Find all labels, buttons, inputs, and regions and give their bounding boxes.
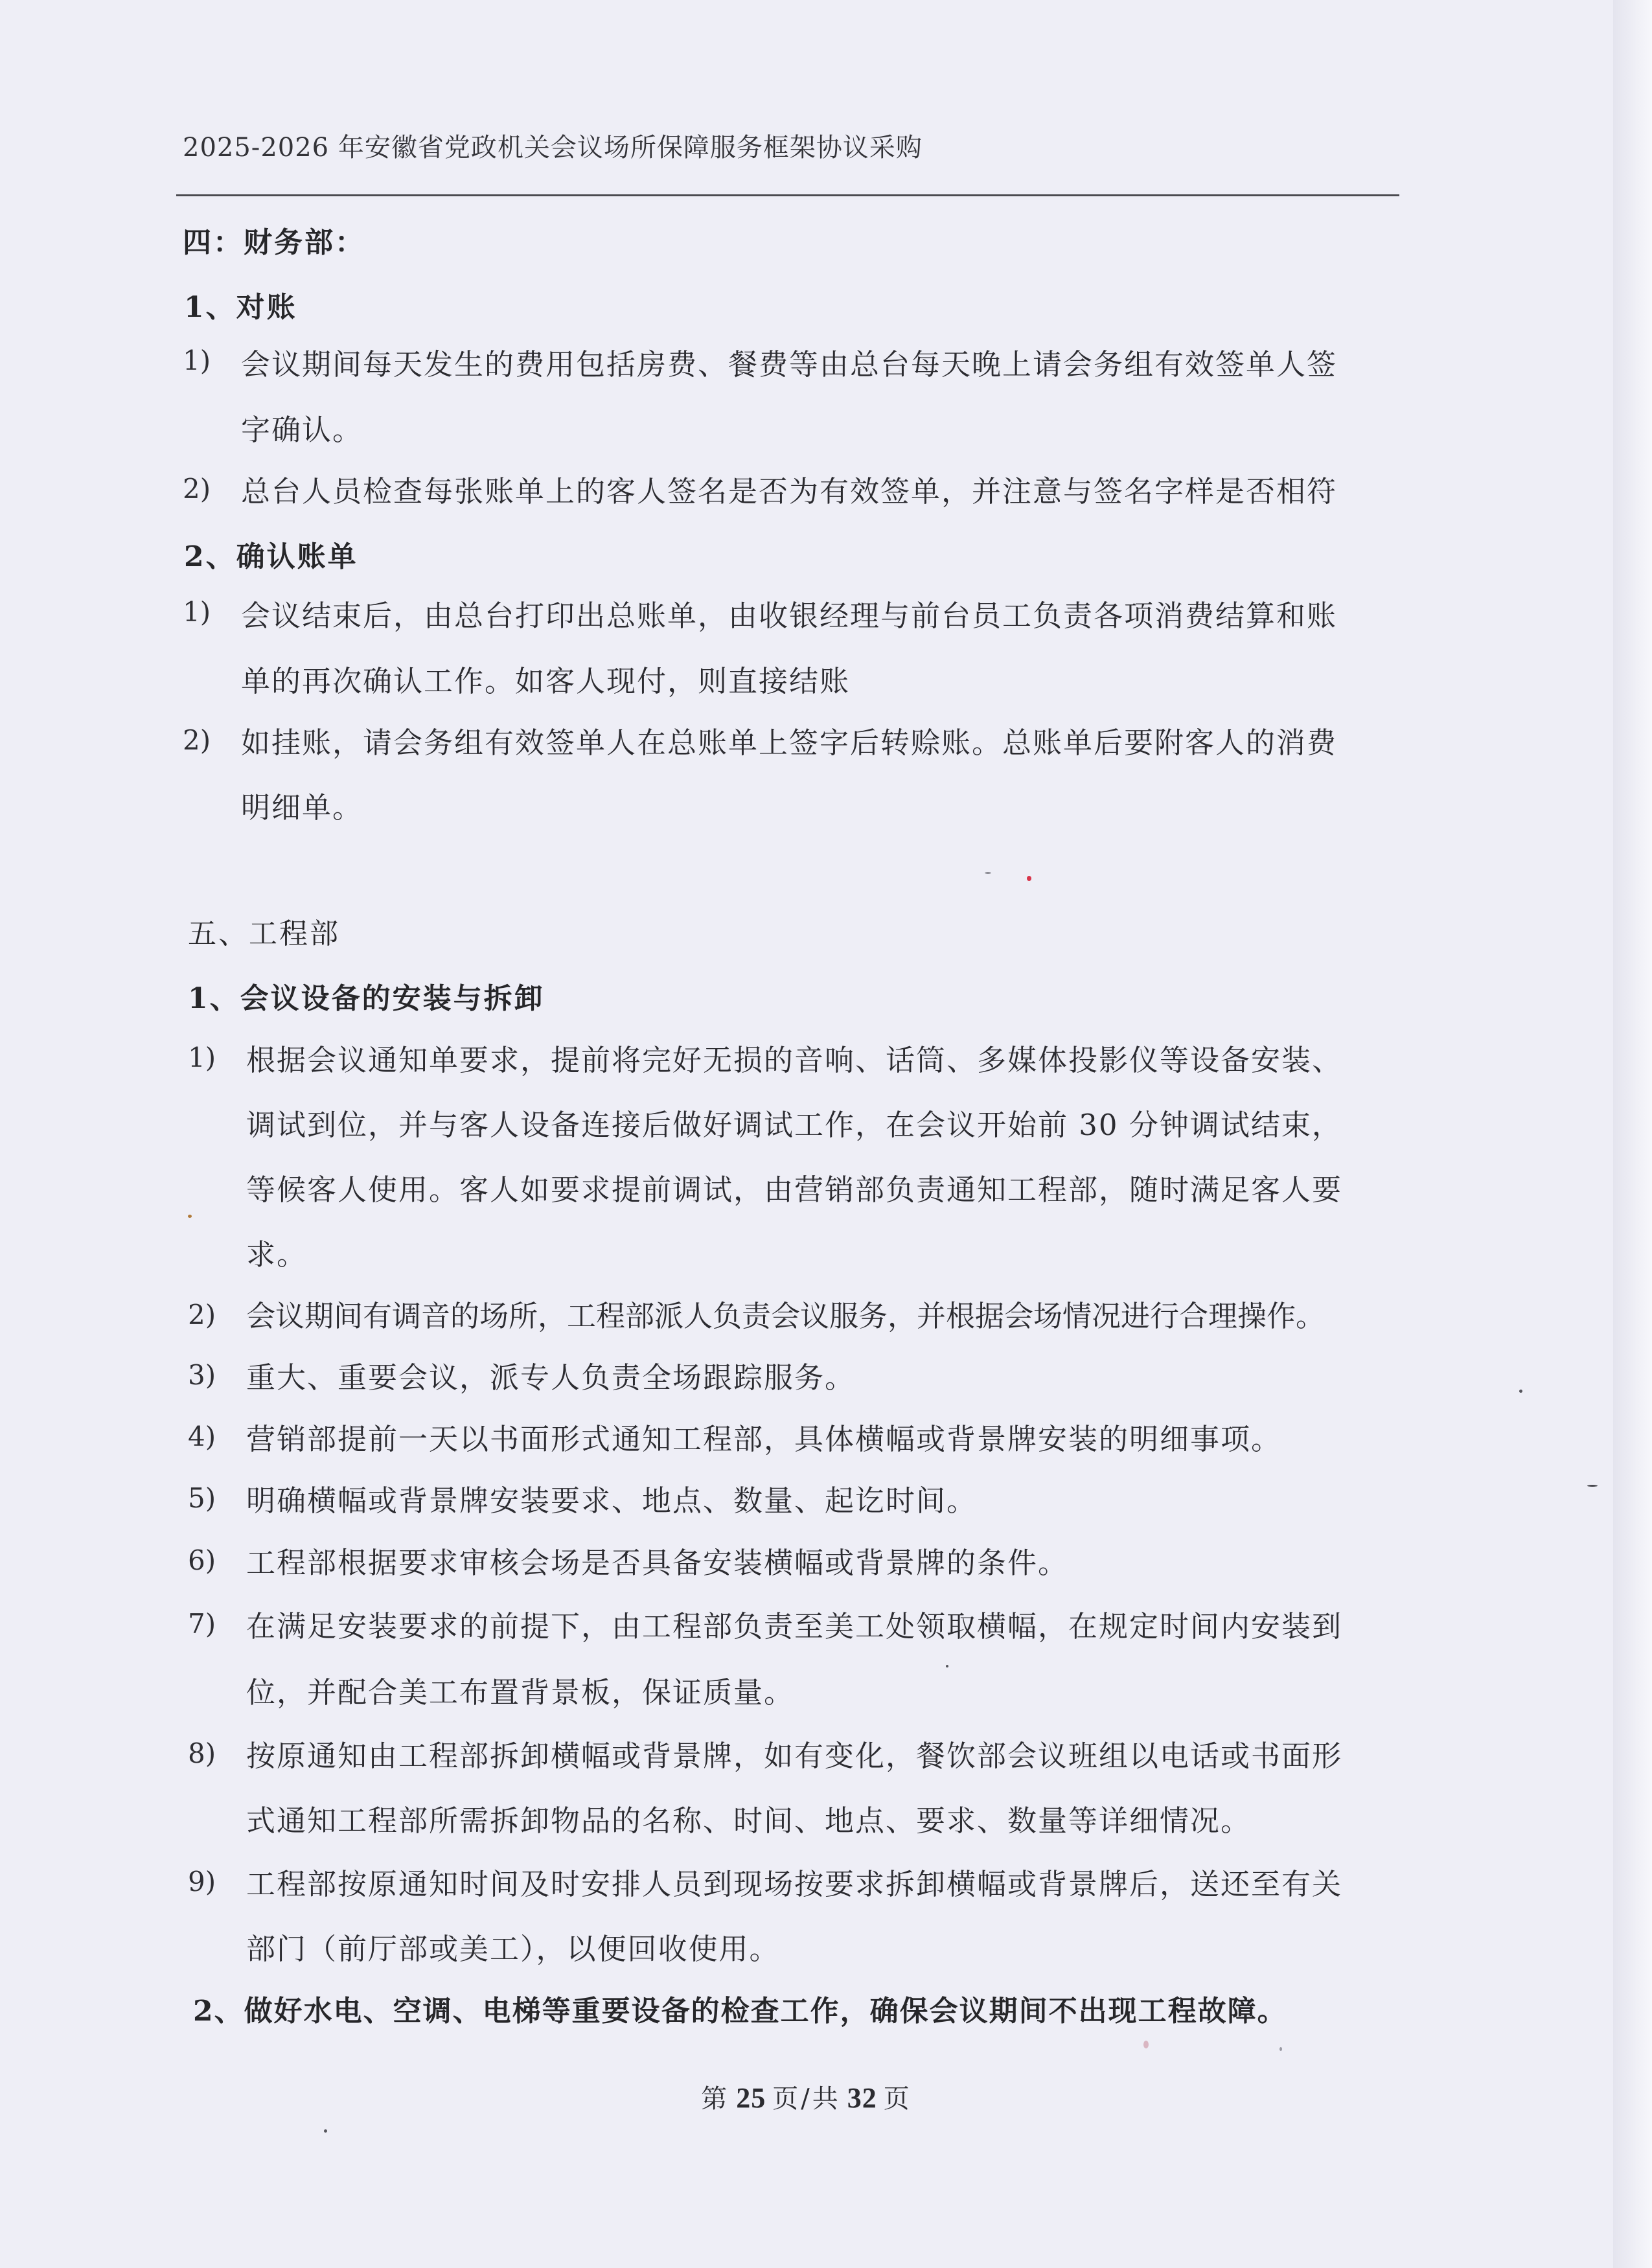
list-item-line: 式通知工程部所需拆卸物品的名称、时间、地点、要求、数量等详细情况。 bbox=[246, 1804, 1252, 1838]
total-pages-number: 32 bbox=[847, 2082, 877, 2114]
subsection-title-confirm-bill: 2、确认账单 bbox=[184, 540, 358, 573]
list-item-line: 营销部提前一天以书面形式通知工程部，具体横幅或背景牌安装的明细事项。 bbox=[246, 1422, 1282, 1456]
list-number: 4) bbox=[188, 1421, 216, 1452]
list-item-line: 等候客人使用。客人如要求提前调试，由营销部负责通知工程部，随时满足客人要 bbox=[246, 1173, 1343, 1207]
scan-speck bbox=[1519, 1390, 1522, 1393]
scan-speck bbox=[1587, 1485, 1598, 1487]
scan-speck bbox=[324, 2129, 327, 2133]
list-item-line: 明细单。 bbox=[241, 790, 363, 825]
list-item-line: 如挂账，请会务组有效签单人在总账单上签字后转赊账。总账单后要附客人的消费 bbox=[241, 726, 1338, 760]
scan-speck bbox=[1027, 876, 1031, 881]
footer-suffix: 页 bbox=[883, 2084, 912, 2114]
list-item-line: 总台人员检查每张账单上的客人签名是否为有效签单，并注意与签名字样是否相符 bbox=[241, 474, 1338, 509]
current-page-number: 25 bbox=[736, 2082, 766, 2114]
list-item-line: 会议期间有调音的场所，工程部派人负责会议服务，并根据会场情况进行合理操作。 bbox=[246, 1299, 1325, 1333]
list-item-line: 部门（前厅部或美工），以便回收使用。 bbox=[246, 1932, 780, 1966]
footer-middle: 页/共 bbox=[772, 2084, 841, 2114]
list-number: 1) bbox=[183, 596, 211, 628]
list-item-line: 单的再次确认工作。如客人现付，则直接结账 bbox=[241, 664, 851, 698]
list-number: 1) bbox=[183, 345, 211, 376]
list-item-line: 在满足安装要求的前提下，由工程部负责至美工处领取横幅，在规定时间内安装到 bbox=[246, 1609, 1343, 1644]
list-number: 8) bbox=[188, 1737, 216, 1769]
list-item-line: 会议结束后，由总台打印出总账单，由收银经理与前台员工负责各项消费结算和账 bbox=[241, 599, 1338, 633]
list-item-line: 工程部根据要求审核会场是否具备安装横幅或背景牌的条件。 bbox=[246, 1546, 1069, 1580]
list-number: 2) bbox=[188, 1299, 216, 1331]
list-number: 1) bbox=[188, 1042, 216, 1073]
list-number: 3) bbox=[188, 1359, 216, 1391]
list-item-line: 重大、重要会议，派专人负责全场跟踪服务。 bbox=[246, 1360, 856, 1395]
list-item-line: 会议期间每天发生的费用包括房费、餐费等由总台每天晚上请会务组有效签单人签 bbox=[241, 347, 1338, 382]
section-title-engineering: 五、工程部 bbox=[188, 917, 340, 950]
list-item-line: 调试到位，并与客人设备连接后做好调试工作，在会议开始前 30 分钟调试结束， bbox=[246, 1108, 1342, 1142]
header-divider bbox=[176, 194, 1399, 196]
list-item-line: 求。 bbox=[246, 1237, 308, 1272]
scan-edge-shadow bbox=[1613, 0, 1652, 2268]
list-item-line: 根据会议通知单要求，提前将完好无损的音响、话筒、多媒体投影仪等设备安装、 bbox=[246, 1043, 1343, 1077]
list-number: 2) bbox=[183, 473, 211, 505]
list-item-line: 位，并配合美工布置背景板，保证质量。 bbox=[246, 1675, 795, 1710]
list-number: 9) bbox=[188, 1866, 216, 1897]
scan-speck bbox=[985, 872, 991, 874]
subsection-title-equipment: 1、会议设备的安装与拆卸 bbox=[188, 982, 545, 1015]
list-item-line: 按原通知由工程部拆卸横幅或背景牌，如有变化，餐饮部会议班组以电话或书面形 bbox=[246, 1739, 1343, 1773]
document-header-title: 2025-2026 年安徽省党政机关会议场所保障服务框架协议采购 bbox=[183, 133, 923, 163]
list-number: 6) bbox=[188, 1544, 216, 1576]
scan-speck bbox=[1279, 2047, 1282, 2051]
list-item-line: 明确横幅或背景牌安装要求、地点、数量、起讫时间。 bbox=[246, 1483, 978, 1518]
list-item-line: 工程部按原通知时间及时安排人员到现场按要求拆卸横幅或背景牌后，送还至有关 bbox=[246, 1867, 1343, 1901]
subsection-title-reconciliation: 1、对账 bbox=[184, 291, 297, 324]
subsection-title-equipment-check: 2、做好水电、空调、电梯等重要设备的检查工作，确保会议期间不出现工程故障。 bbox=[193, 1995, 1287, 2028]
footer-prefix: 第 bbox=[701, 2084, 730, 2114]
list-item-line: 字确认。 bbox=[241, 413, 363, 447]
list-number: 5) bbox=[188, 1482, 216, 1514]
section-title-finance: 四：财务部： bbox=[183, 226, 365, 259]
scan-speck bbox=[188, 1215, 192, 1218]
page-number-footer bbox=[0, 2078, 1613, 2115]
scan-speck bbox=[1143, 2041, 1149, 2048]
scan-speck bbox=[946, 1665, 948, 1667]
list-number: 7) bbox=[188, 1608, 216, 1640]
list-number: 2) bbox=[183, 724, 211, 756]
